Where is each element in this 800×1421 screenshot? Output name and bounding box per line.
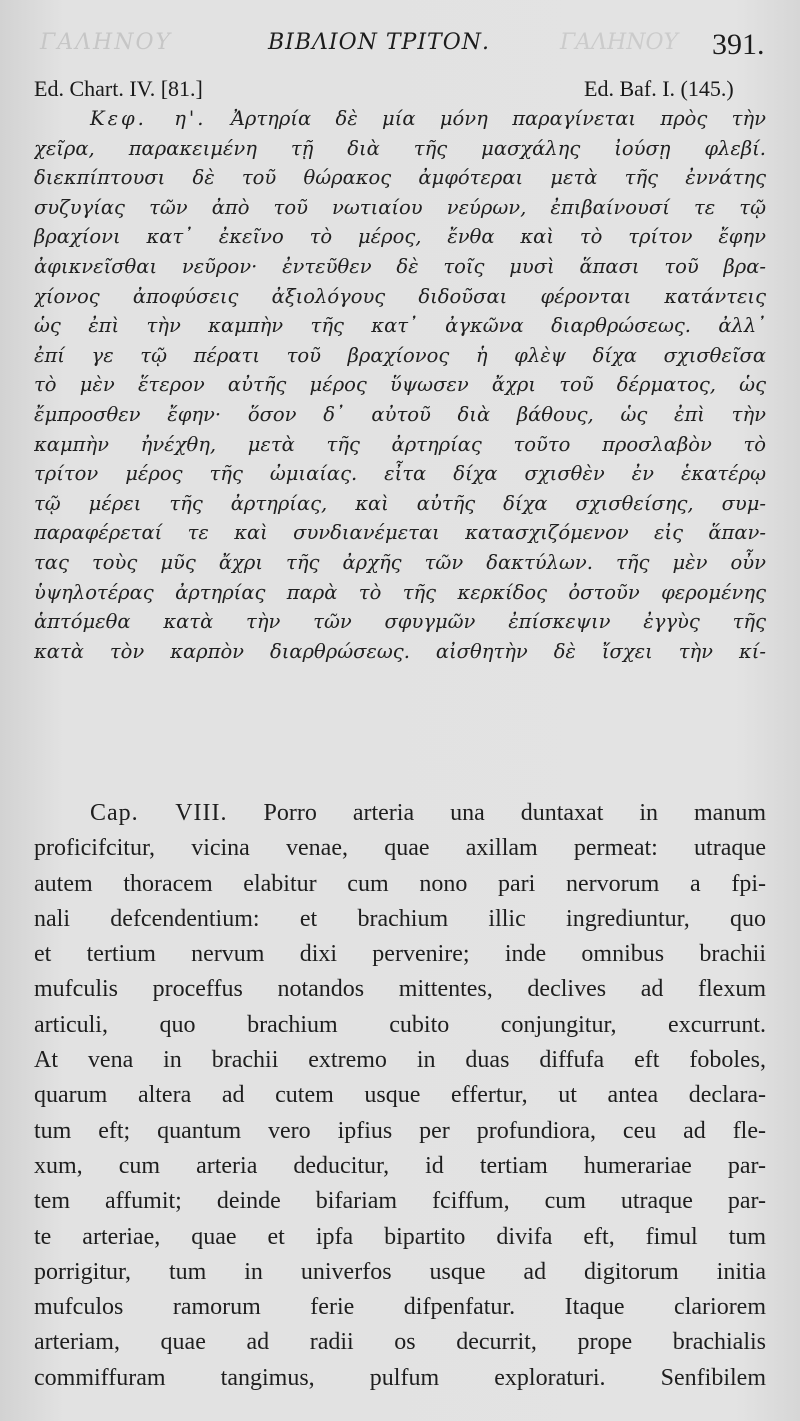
latin-text-block [34,796,766,1396]
greek-text-line: βραχίονι κατ᾽ ἐκεῖνο τὸ μέρος, ἔνθα καὶ τὸ τρίτον ἔφην [34,225,766,249]
greek-text-line: ἁπτόμεθα κατὰ τὴν τῶν σφυγμῶν ἐπίσκεψιν ἐγγὺς τῆς [34,610,766,634]
greek-text-line: ὡς ἐπὶ τὴν καμπὴν τῆς κατ᾽ ἀγκῶνα διαρθρώσεως. ἀλλ᾽ [34,314,766,338]
latin-text-line: porrigitur, tum in univerfos usque ad digitorum initia [34,1258,766,1285]
greek-chapter-label: Κεφ. η'. [90,107,207,130]
latin-text-line: nali defcendentium: et brachium illic ingrediuntur, quo [34,905,766,932]
greek-text-line: Κεφ. η'. Ἀρτηρία δὲ μία μόνη παραγίνεται πρὸς τὴν [90,107,766,130]
greek-text-line: τας τοὺς μῦς ἄχρι τῆς ἀρχῆς τῶν δακτύλων. τῆς μὲν οὖν [34,550,766,574]
edition-reference-right: Ed. Baf. I. (145.) [584,76,734,101]
greek-text-line: ἐπί γε τῷ πέρατι τοῦ βραχίονος ἡ φλὲψ δίχα σχισθεῖσα [34,343,766,367]
greek-text-line: καμπὴν ἠνέχθη, μετὰ τῆς ἀρτηρίας τοῦτο προσλαβὸν τὸ [34,432,766,456]
latin-text-line: mufculos ramorum ferie difpenfatur. Itaque clariorem [34,1294,766,1321]
greek-text-line: διεκπίπτουσι δὲ τοῦ θώρακος ἀμφότεραι μετὰ τῆς ἐννάτης [34,166,766,190]
greek-text-line: χεῖρα, παρακειμένη τῇ διὰ τῆς μασχάλης ἰούσῃ φλεβί. [34,136,766,160]
greek-text-line: συζυγίας τῶν ἀπὸ τοῦ νωτιαίου νεύρων, ἐπιβαίνουσί τε τῷ [34,195,766,219]
greek-text-line: τῷ μέρει τῆς ἀρτηρίας, καὶ αὐτῆς δίχα σχισθείσης, συμ- [34,491,766,515]
greek-text-line: χίονος ἀποφύσεις ἀξιολόγους διδοῦσαι φέρονται κατάντεις [34,284,766,308]
latin-text-line: et tertium nervum dixi pervenire; inde omnibus brachii [34,941,766,968]
latin-chapter-label: Cap. VIII. [90,800,228,826]
latin-text-line: mufculis proceffus notandos mittentes, declives ad flexum [34,976,766,1003]
latin-text-line: arteriam, quae ad radii os decurrit, prope brachialis [34,1329,766,1356]
latin-text-line: te arteriae, quae et ipfa bipartito divifa eft, fimul tum [34,1223,766,1250]
latin-text-line: commiffuram tangimus, pulfum exploraturi. Senfibilem [34,1364,766,1391]
page-number: 391. [712,28,765,61]
latin-text-line: Cap. VIII. Porro arteria una duntaxat in manum [90,800,766,826]
greek-text-line: τρίτον μέρος τῆς ὠμιαίας. εἶτα δίχα σχισθὲν ἐν ἑκατέρῳ [34,462,766,486]
latin-text-line: xum, cum arteria deducitur, id tertiam humerariae par- [34,1152,766,1179]
greek-text-line: ὑψηλοτέρας ἀρτηρίας παρὰ τὸ τῆς κερκίδος ὀστοῦν φερομένης [34,580,766,604]
latin-text-line: articuli, quo brachium cubito conjungitur, excurrunt. [34,1011,766,1038]
latin-text-line: proficifcitur, vicina venae, quae axillam permeat: utraque [34,835,766,862]
bleed-through-text-right: ΓΑΛΗΝΟΥ [560,30,679,55]
greek-text-line: ἔμπροσθεν ἔφην· ὅσον δ᾽ αὐτοῦ διὰ βάθους, ὡς ἐπὶ τὴν [34,402,766,426]
bleed-through-text-left: ΓΑΛΗΝΟΥ [40,30,173,55]
greek-text-block [34,104,766,666]
latin-text-line: autem thoracem elabitur cum nono pari nervorum a fpi- [34,870,766,897]
running-title: ΒΙΒΛΙΟΝ ΤΡΙΤΟΝ. [268,30,491,55]
latin-text-line: At vena in brachii extremo in duas diffufa eft foboles, [34,1047,766,1074]
edition-reference-left: Ed. Chart. IV. [81.] [34,76,203,101]
latin-text-line: tem affumit; deinde bifariam fciffum, cum utraque par- [34,1188,766,1215]
greek-text-line: τὸ μὲν ἕτερον αὐτῆς μέρος ὕψωσεν ἄχρι τοῦ δέρματος, ὡς [34,373,766,397]
latin-text-line: quarum altera ad cutem usque effertur, ut antea declara- [34,1082,766,1109]
greek-text-line: κατὰ τὸν καρπὸν διαρθρώσεως. αἰσθητὴν δὲ ἴσχει τὴν κί- [34,639,766,663]
greek-text-line: ἀφικνεῖσθαι νεῦρον· ἐντεῦθεν δὲ τοῖς μυσὶ ἅπασι τοῦ βρα- [34,254,766,278]
latin-text-line: tum eft; quantum vero ipfius per profundiora, ceu ad fle- [34,1117,766,1144]
greek-text-line: παραφέρεταί τε καὶ συνδιανέμεται κατασχιζόμενον εἰς ἅπαν- [34,521,766,545]
